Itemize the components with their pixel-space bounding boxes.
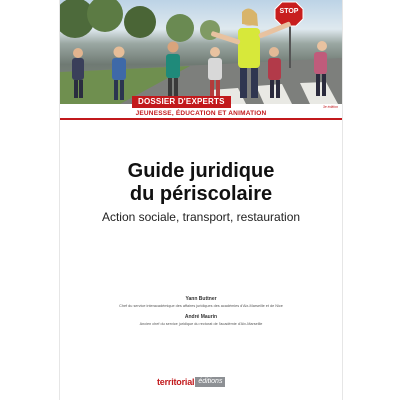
edition-label: 3e édition — [322, 105, 338, 109]
stop-sign-text: STOP — [279, 8, 299, 15]
series-label: DOSSIER D'EXPERTS — [132, 96, 231, 108]
publisher-brand: territorial — [157, 377, 195, 387]
author-role: Ancien chef du service juridique du rectorat de l'académie d'Aix-Marseille — [139, 322, 263, 326]
book-title — [60, 160, 342, 206]
author-name: Yann Buttner — [185, 296, 217, 302]
book-cover — [60, 0, 342, 400]
authors-block — [60, 296, 342, 332]
collection-name: JEUNESSE, ÉDUCATION ET ANIMATION — [135, 110, 267, 117]
cover-photo — [60, 0, 342, 104]
book-title-line-2: du périscolaire — [129, 183, 273, 205]
author-role: Chef du service interacadémique des affaires juridiques des académies d'Aix-Marseille et de Nice — [119, 304, 283, 308]
crossing-guard-scene — [60, 0, 342, 104]
book-subtitle: Action sociale, transport, restauration — [101, 210, 301, 224]
author-name: André Maurin — [184, 314, 218, 320]
book-title-line-1: Guide juridique — [127, 160, 275, 182]
publisher-suffix: éditions — [195, 377, 225, 387]
publisher-logo — [157, 377, 225, 387]
